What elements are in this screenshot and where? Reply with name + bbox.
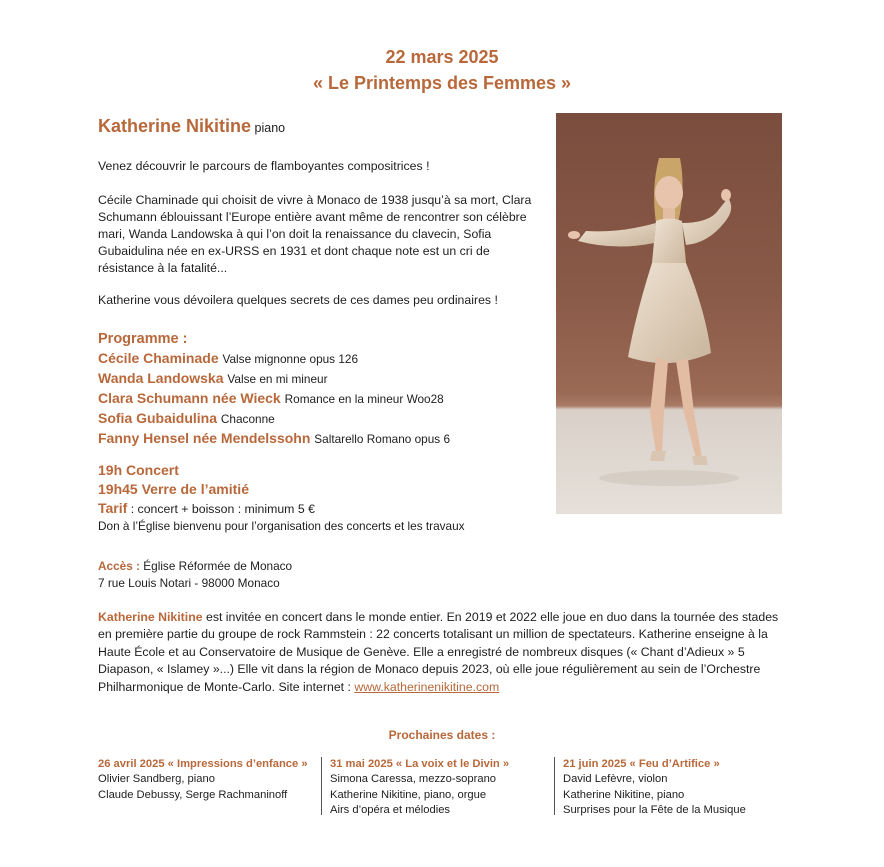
upcoming-date-line: Katherine Nikitine, piano, orgue [330, 788, 487, 801]
programme-item [98, 409, 450, 429]
upcoming-title: Prochaines dates : [388, 728, 496, 742]
tarif-line [98, 499, 465, 518]
programme-item [98, 429, 450, 449]
access-venue: Église Réformée de Monaco [143, 559, 293, 573]
composer-name: Sofia Gubaidulina [98, 410, 218, 426]
artist-instrument: piano [254, 121, 286, 135]
artist-line [98, 116, 285, 137]
upcoming-date-card [563, 757, 746, 818]
upcoming-date-card [98, 757, 308, 803]
upcoming-date-line: Simona Caressa, mezzo-soprano [330, 773, 497, 786]
tarif-label: Tarif [98, 500, 128, 516]
schedule-section [98, 461, 465, 535]
event-date: 22 mars 2025 [385, 47, 499, 67]
upcoming-date-line: David Lefèvre, violon [563, 773, 668, 786]
concert-time: 19h Concert [98, 462, 179, 478]
work-title: Saltarello Romano opus 6 [314, 432, 451, 446]
event-title: « Le Printemps des Femmes » [312, 73, 572, 93]
upcoming-date-line: Katherine Nikitine, piano [563, 788, 685, 801]
programme-item [98, 349, 450, 369]
artist-photo-illustration [556, 113, 782, 514]
upcoming-date-line: Olivier Sandberg, piano [98, 773, 215, 786]
upcoming-date-card [330, 757, 509, 818]
bio-text: est invitée en concert dans le monde entier. En 2019 et 2022 elle joue en duo dans la tournée des stades en première partie du groupe de rock Rammstein : 22 concerts totalisant un million de spectateurs. Katherine enseigne à la Haute École et au Conservatoire de Musique de Genève. Elle a enregistré de nombreux disques (« Chant d’Adieux » 5 Diapason, « Islamey »...) Elle vit dans la région de Monaco depuis 2023, où elle joue régulièrement au sein de l’Orchestre Philharmonique de Monte-Carlo. Site internet : [98, 610, 779, 694]
work-title: Romance en la mineur Woo28 [284, 392, 444, 406]
artist-photo [556, 113, 782, 514]
column-divider [321, 757, 322, 815]
composer-name: Fanny Hensel née Mendelssohn [98, 430, 311, 446]
work-title: Chaconne [220, 412, 275, 426]
access-venue-line [98, 558, 292, 575]
bio-artist-name: Katherine Nikitine [98, 610, 203, 624]
access-label: Accès : [98, 559, 140, 573]
reception-time: 19h45 Verre de l’amitié [98, 481, 249, 497]
upcoming-date-line: Surprises pour la Fête de la Musique [563, 803, 746, 816]
programme-title: Programme : [98, 331, 188, 347]
composer-name: Cécile Chaminade [98, 350, 219, 366]
artist-bio [98, 609, 784, 696]
work-title: Valse mignonne opus 126 [222, 352, 359, 366]
programme-item [98, 389, 450, 409]
upcoming-date-heading: 21 juin 2025 « Feu d’Artifice » [563, 758, 720, 770]
programme-item [98, 369, 450, 389]
access-address: 7 rue Louis Notari - 98000 Monaco [98, 576, 280, 590]
upcoming-date-heading: 31 mai 2025 « La voix et le Divin » [330, 758, 510, 770]
tarif-text: : concert + boisson : minimum 5 € [127, 502, 315, 516]
intro-text: Venez découvrir le parcours de flamboyantes compositrices ! [98, 159, 430, 173]
access-section [98, 558, 292, 592]
column-divider [554, 757, 555, 815]
website-link[interactable]: www.katherinenikitine.com [354, 679, 500, 694]
upcoming-date-line: Airs d’opéra et mélodies [330, 803, 451, 816]
programme-section [98, 330, 450, 449]
donation-text: Don à l’Église bienvenu pour l’organisation des concerts et les travaux [98, 519, 465, 533]
upcoming-date-heading: 26 avril 2025 « Impressions d’enfance » [98, 758, 308, 770]
artist-name: Katherine Nikitine [98, 116, 252, 136]
composer-name: Clara Schumann née Wieck [98, 390, 281, 406]
composer-name: Wanda Landowska [98, 370, 224, 386]
event-header [0, 44, 884, 96]
upcoming-date-line: Claude Debussy, Serge Rachmaninoff [98, 788, 288, 801]
teaser-text: Katherine vous dévoilera quelques secrets de ces dames peu ordinaires ! [98, 293, 498, 307]
description-text: Cécile Chaminade qui choisit de vivre à Monaco de 1938 jusqu’à sa mort, Clara Schumann éblouissant l’Europe entière avant même de rencontrer son célèbre mari, Wanda Landowska à qui l’on doit la renaissance du clavecin, Sofia Gubaidulina née en ex-URSS en 1931 et dont chaque note est un cri de résistance à la fatalité... [98, 193, 532, 275]
work-title: Valse en mi mineur [227, 372, 328, 386]
